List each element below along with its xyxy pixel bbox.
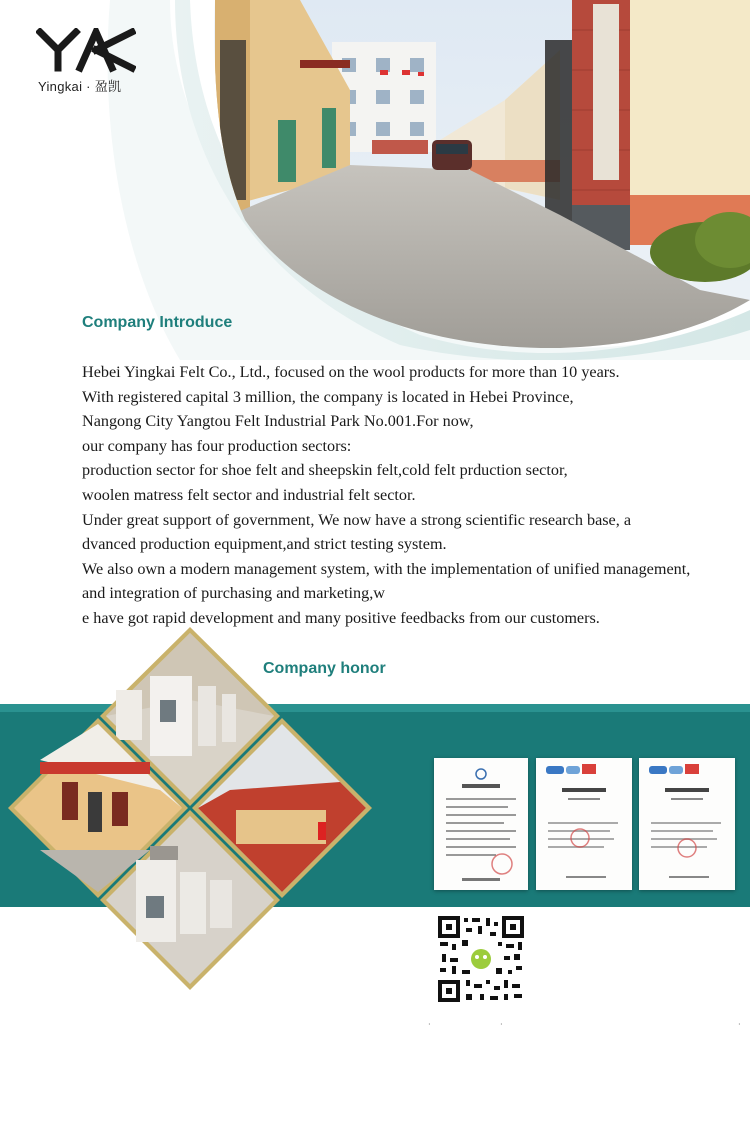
intro-line: We also own a modern management system, with the implementation of unified management, [82, 559, 691, 578]
certificate-document-icon [434, 758, 528, 890]
wechat-qr-code-icon[interactable] [436, 914, 526, 1004]
intro-line: production sector for shoe felt and sheepskin felt,cold felt prduction sector, [82, 461, 568, 480]
intro-line: Nangong City Yangtou Felt Industrial Park No.001.For now, [82, 412, 474, 431]
type-test-report-1 [536, 758, 632, 890]
yingkai-logo-icon [36, 28, 136, 74]
intro-line: woolen matress felt sector and industrial felt sector. [82, 485, 416, 504]
intro-line: Under great support of government, We now have a strong scientific research base, a [82, 510, 632, 529]
intro-paragraph [82, 360, 747, 631]
intro-line: our company has four production sectors: [82, 436, 352, 455]
decorative-dot: · [500, 1020, 503, 1029]
honor-title: Company honor [263, 660, 386, 677]
report-document-icon [536, 758, 632, 890]
factory-photo-collage [0, 620, 400, 990]
product-certification-certificate [434, 758, 528, 890]
intro-line: With registered capital 3 million, the company is located in Hebei Province, [82, 387, 574, 406]
decorative-dot: · [738, 1020, 741, 1029]
intro-title: Company Introduce [82, 314, 233, 331]
intro-line: Hebei Yingkai Felt Co., Ltd., focused on the wool products for more than 10 years. [82, 363, 620, 381]
brand-wordmark: Yingkai · 盈凯 [38, 79, 122, 94]
report-document-icon [639, 758, 735, 890]
intro-line: dvanced production equipment,and strict testing system. [82, 535, 447, 554]
intro-line: e have got rapid development and many positive feedbacks from our customers. [82, 608, 600, 627]
decorative-dot: · [428, 1020, 431, 1029]
intro-line: and integration of purchasing and marketing,w [82, 584, 385, 603]
type-test-report-2 [639, 758, 735, 890]
